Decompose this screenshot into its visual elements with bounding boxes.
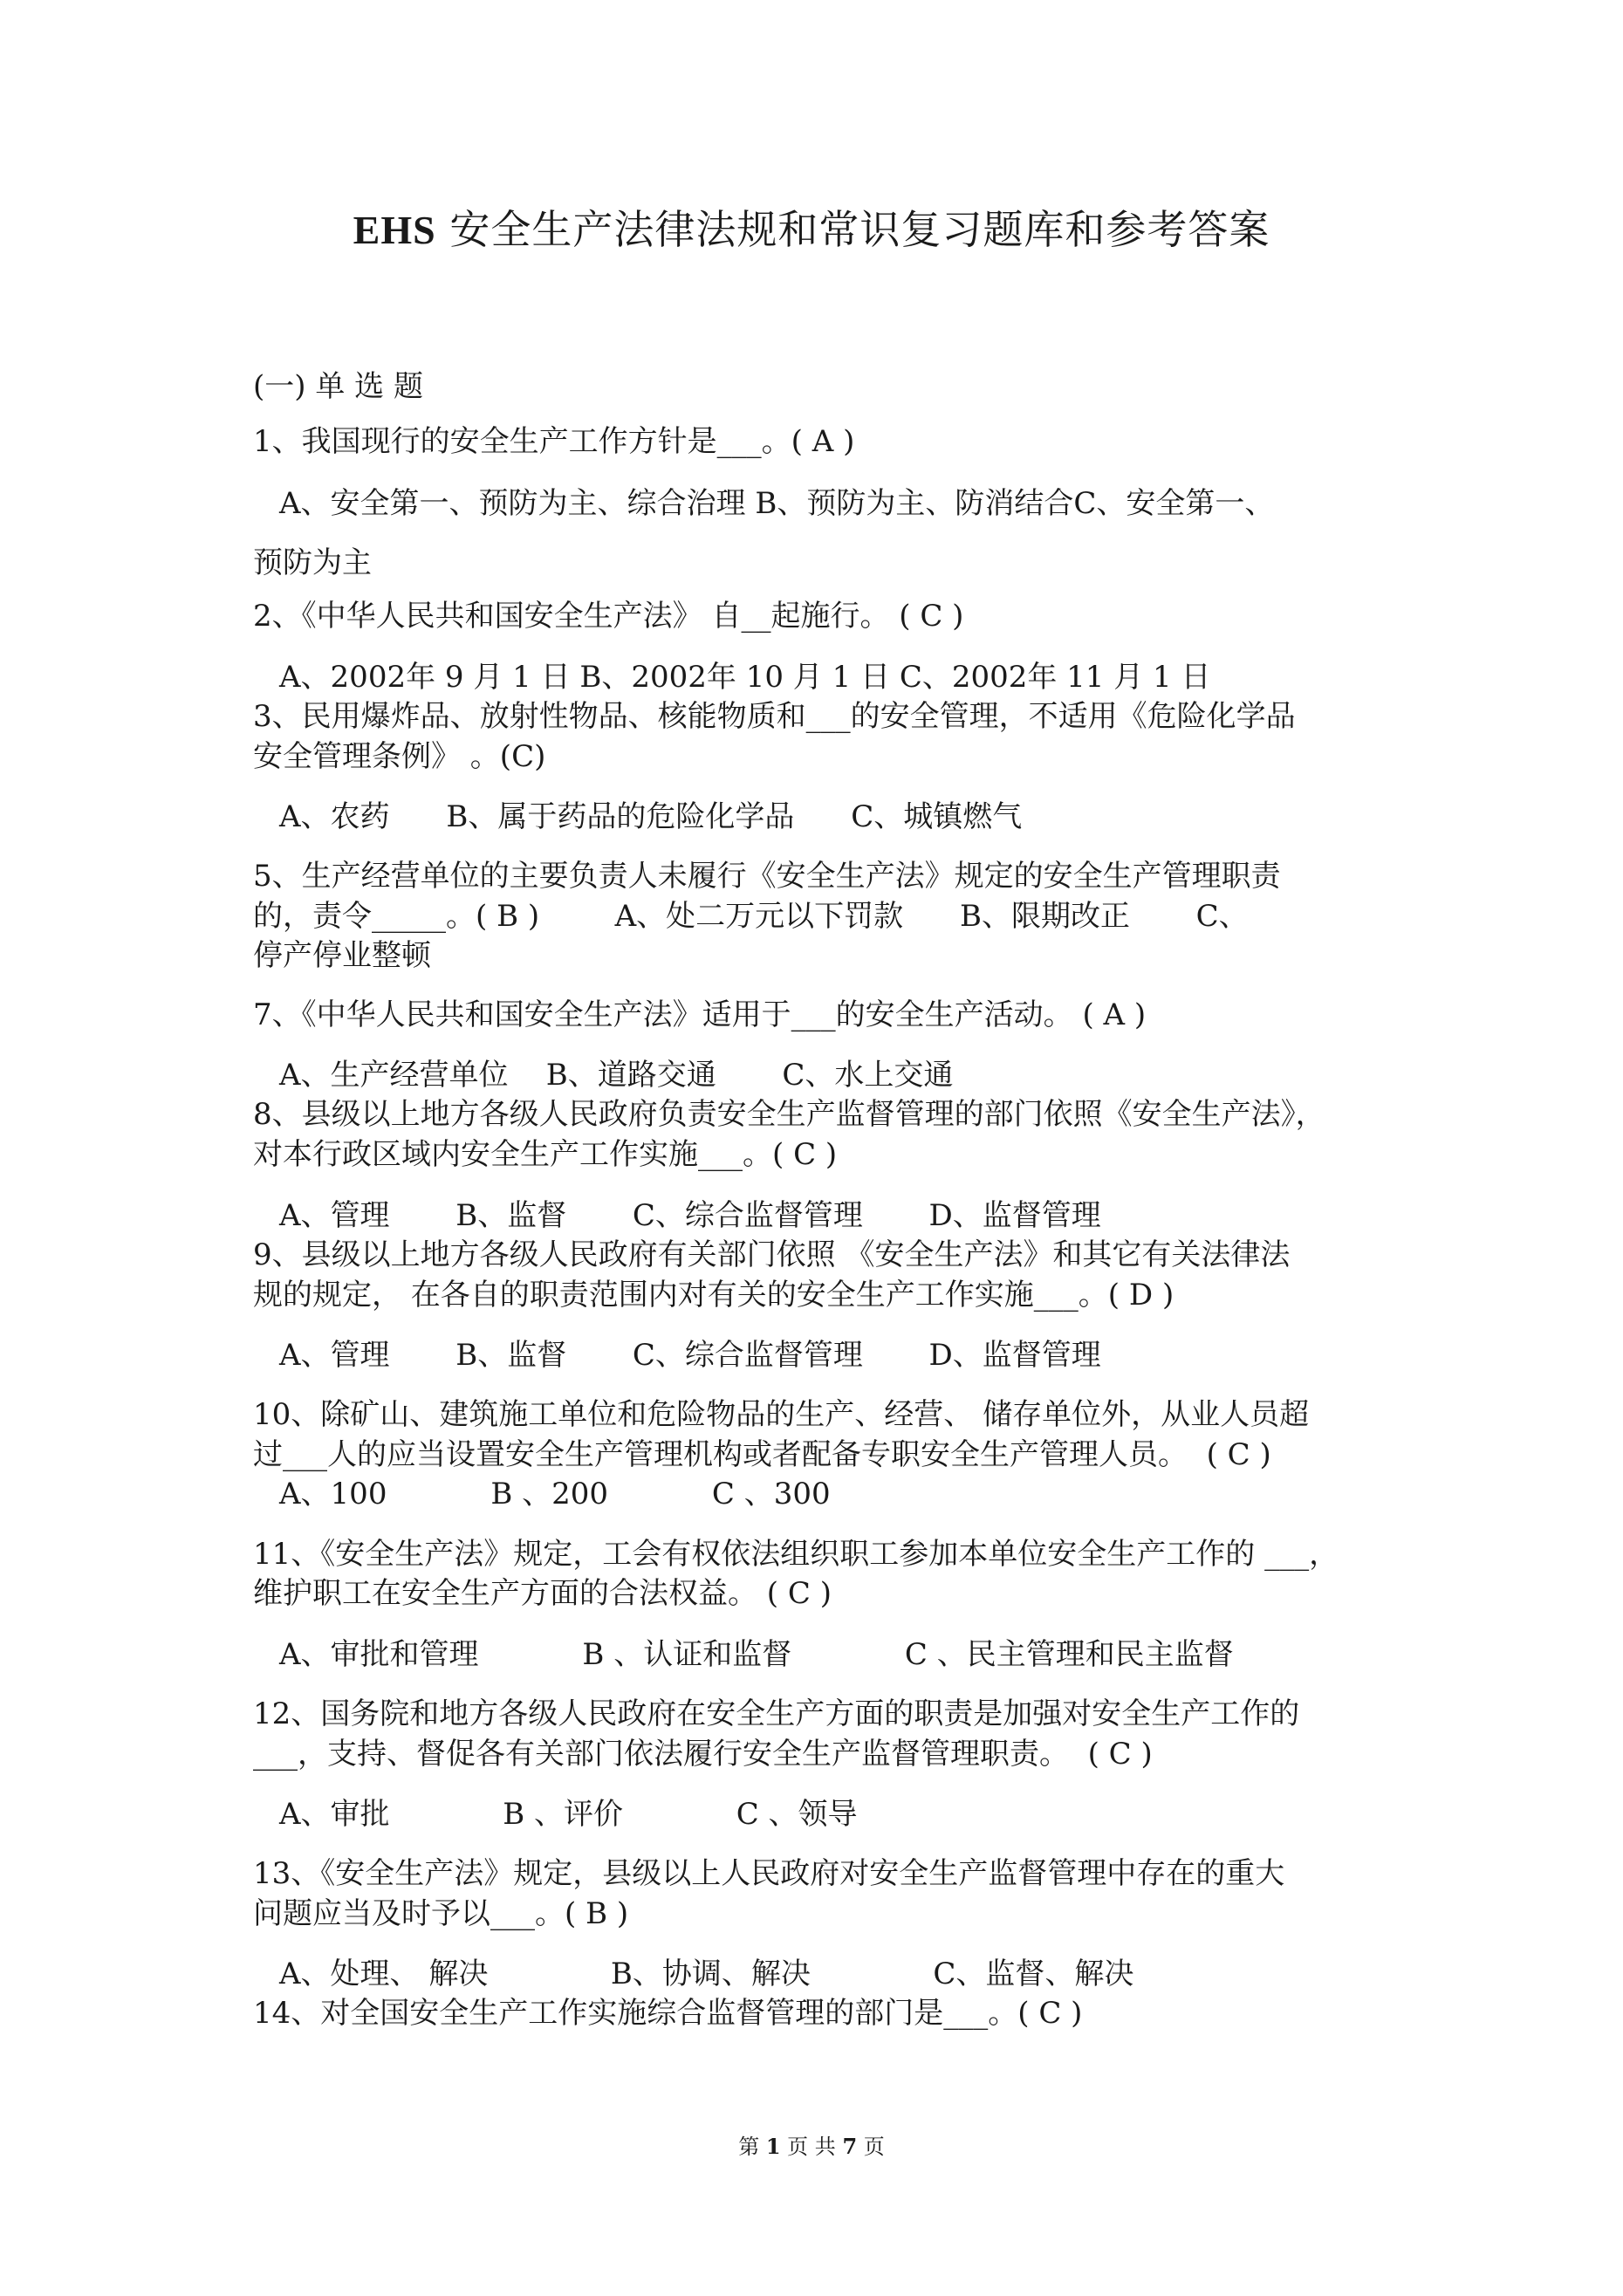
option-line: A、管理 B、监督 C、综合监督管理 D、监督管理 xyxy=(279,1198,1101,1233)
footer-total-pages: 7 xyxy=(842,2134,858,2159)
question-line: 安全管理条例》 。(C) xyxy=(253,739,546,774)
footer-text: 页 共 xyxy=(780,2135,843,2159)
question-line: 7、《中华人民共和国安全生产法》适用于___的安全生产活动。 ( A ) xyxy=(253,997,1147,1032)
title-prefix: EHS xyxy=(353,208,436,252)
question-line: 5、生产经营单位的主要负责人未履行《安全生产法》规定的安全生产管理职责 xyxy=(253,859,1281,894)
question-line: 维护职工在安全生产方面的合法权益。 ( C ) xyxy=(253,1576,832,1611)
question-line: 14、对全国安全生产工作实施综合监督管理的部门是___。( C ) xyxy=(253,1996,1083,2031)
question-line: 2、《中华人民共和国安全生产法》 自__起施行。 ( C ) xyxy=(253,599,964,634)
question-line: 1、我国现行的安全生产工作方针是___。( A ) xyxy=(253,424,855,459)
question-line: 11、《安全生产法》规定，工会有权依法组织职工参加本单位安全生产工作的 ___， xyxy=(253,1537,1339,1572)
option-line: A、处理、 解决 B、协调、解决 C、监督、解决 xyxy=(279,1957,1134,1991)
option-line: A、审批和管理 B 、认证和监督 C 、民主管理和民主监督 xyxy=(279,1637,1234,1672)
section-heading: (一) 单 选 题 xyxy=(253,369,423,404)
footer-text: 第 xyxy=(738,2135,766,2159)
question-line: 过___人的应当设置安全生产管理机构或者配备专职安全生产管理人员。 ( C ) xyxy=(253,1437,1271,1472)
question-line: ___，支持、督促各有关部门依法履行安全生产监督管理职责。 ( C ) xyxy=(253,1737,1153,1772)
question-line: 规的规定， 在各自的职责范围内对有关的安全生产工作实施___。( D ) xyxy=(253,1278,1174,1312)
option-line: A、管理 B、监督 C、综合监督管理 D、监督管理 xyxy=(279,1338,1101,1373)
option-line: A、安全第一、预防为主、综合治理 B、预防为主、防消结合C、安全第一、 xyxy=(279,486,1275,521)
question-line: 10、除矿山、建筑施工单位和危险物品的生产、经营、 储存单位外，从业人员超 xyxy=(253,1397,1310,1432)
option-line: A、生产经营单位 B、道路交通 C、水上交通 xyxy=(279,1058,954,1093)
question-line: 8、县级以上地方各级人民政府负责安全生产监督管理的部门依照《安全生产法》， xyxy=(253,1097,1325,1132)
question-line: 的，责令_____。( B ) A、处二万元以下罚款 B、限期改正 C、 xyxy=(253,899,1249,934)
option-line: A、审批 B 、评价 C 、领导 xyxy=(279,1797,858,1832)
title-text: 安全生产法律法规和常识复习题库和参考答案 xyxy=(435,206,1270,253)
question-line: 对本行政区域内安全生产工作实施___。( C ) xyxy=(253,1137,838,1172)
option-line: A、农药 B、属于药品的危险化学品 C、城镇燃气 xyxy=(279,799,1023,834)
option-line: 预防为主 xyxy=(253,545,372,580)
question-line: 3、民用爆炸品、放射性物品、核能物质和___的安全管理，不适用《危险化学品 xyxy=(253,699,1296,734)
question-line: 12、国务院和地方各级人民政府在安全生产方面的职责是加强对安全生产工作的 xyxy=(253,1696,1300,1731)
question-line: 13、《安全生产法》规定，县级以上人民政府对安全生产监督管理中存在的重大 xyxy=(253,1856,1285,1891)
page-title xyxy=(0,199,1623,261)
footer-text: 页 xyxy=(857,2135,885,2159)
question-line: 问题应当及时予以___。( B ) xyxy=(253,1896,629,1931)
option-line: 停产停业整顿 xyxy=(253,938,431,973)
option-line: A、100 B 、200 C 、300 xyxy=(279,1477,831,1511)
page-footer xyxy=(0,2129,1623,2164)
footer-page-number: 1 xyxy=(765,2134,781,2159)
option-line: A、2002年 9 月 1 日 B、2002年 10 月 1 日 C、2002年 11 月 1 日 xyxy=(279,660,1211,695)
question-line: 9、县级以上地方各级人民政府有关部门依照 《安全生产法》和其它有关法律法 xyxy=(253,1237,1291,1272)
